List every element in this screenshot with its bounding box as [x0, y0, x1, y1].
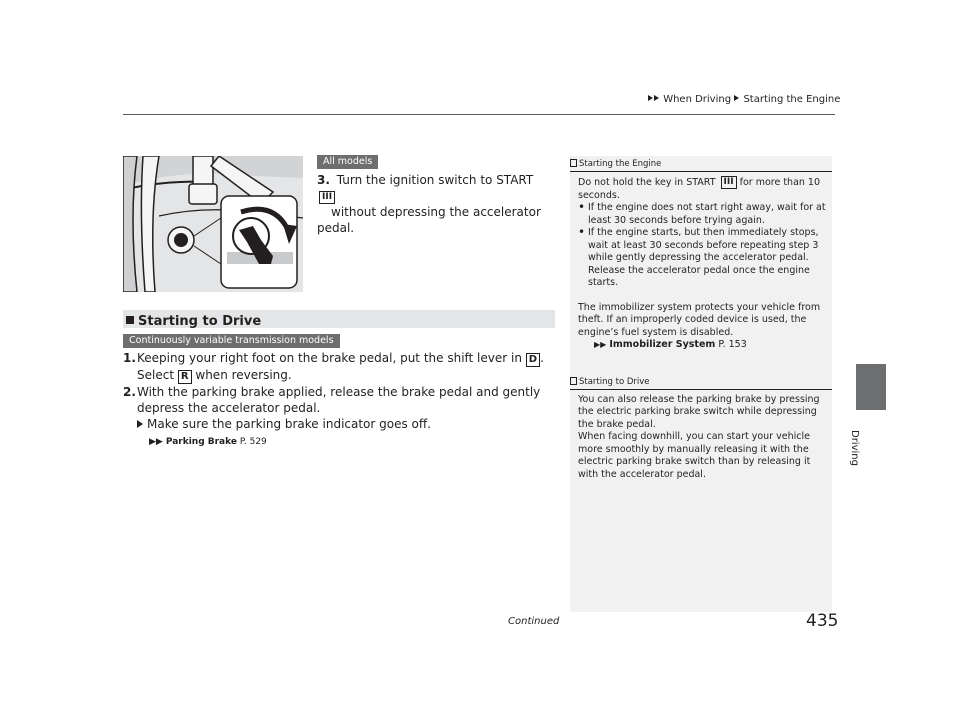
note-bullet: • If the engine does not start right away, wait for at least 30 seconds before trying again.: [578, 202, 826, 227]
cross-reference[interactable]: [123, 434, 555, 450]
gear-d-badge: D: [526, 353, 540, 367]
chapter-tab[interactable]: [856, 364, 886, 410]
double-arrow-ref-icon: ▶▶: [594, 340, 607, 349]
section-heading: [123, 310, 555, 328]
substep-text: Make sure the parking brake indicator goes off.: [147, 417, 431, 431]
cross-reference[interactable]: [578, 339, 826, 352]
step-3: [317, 172, 552, 236]
key-position-badge: III: [319, 191, 335, 204]
note-icon: [570, 377, 577, 385]
breadcrumb: [648, 94, 840, 105]
step-text: With the parking brake applied, release the brake pedal and gently depress the accelerator pedal.: [137, 385, 541, 415]
step-text: . Select: [137, 351, 544, 382]
gear-r-badge: R: [178, 370, 192, 384]
note-bullet: • If the engine starts, but then immediately stops, wait at least 30 seconds before repeating step 3 while gently depressing the accelerator pedal. Release the accelerator pedal once the engine starts.: [578, 227, 826, 290]
step-text: without depressing the accelerator pedal.: [317, 205, 541, 235]
double-arrow-ref-icon: ▶▶: [149, 437, 163, 447]
note-starting-engine: [570, 176, 832, 352]
key-position-badge: III: [721, 176, 737, 189]
note-icon: [570, 159, 577, 167]
breadcrumb-arrow-icon: [734, 95, 739, 101]
ignition-switch-icon: [123, 156, 303, 292]
step-number: 2.: [123, 385, 136, 399]
ignition-key-illustration: [123, 156, 303, 292]
continued-label: Continued: [508, 616, 560, 627]
ref-title[interactable]: Parking Brake: [165, 437, 237, 447]
note-title: Starting to Drive: [579, 376, 650, 387]
step-text: Turn the ignition switch to START: [336, 173, 534, 187]
header-rule: [123, 114, 835, 115]
note-paragraph: When facing downhill, you can start your vehicle more smoothly by manually releasing it with the electric parking brake switch than by releasing it with the accelerator pedal.: [578, 431, 811, 480]
all-models-badge: All models: [317, 155, 378, 169]
step-2: [123, 384, 555, 416]
step-text: when reversing.: [195, 368, 292, 382]
starting-steps: [123, 350, 555, 450]
note-starting-to-drive: [570, 394, 832, 482]
ref-title[interactable]: Immobilizer System: [609, 339, 716, 350]
note-text: [578, 176, 826, 202]
triangle-arrow-icon: [137, 420, 143, 428]
note-heading: [570, 156, 832, 172]
chapter-label: Driving: [849, 430, 860, 466]
step-number: 3.: [317, 173, 330, 187]
section-title: Starting to Drive: [138, 314, 262, 329]
step-number: 1.: [123, 351, 136, 365]
section-square-icon: [126, 316, 134, 324]
step-text: Keeping your right foot on the brake pedal, put the shift lever in: [137, 351, 522, 365]
step-2-substep: [123, 416, 555, 432]
note-paragraph: You can also release the parking brake by pressing the electric parking brake switch while depressing the brake pedal.: [578, 393, 820, 430]
notes-panel: [570, 156, 832, 612]
note-text-a: Do not hold the key in START: [578, 177, 716, 188]
note-heading: [570, 374, 832, 390]
page-number: 435: [806, 611, 839, 631]
note-paragraph: The immobilizer system protects your vehicle from theft. If an improperly coded device is used, the engine’s fuel system is disabled.: [578, 301, 821, 338]
step-1: [123, 350, 555, 384]
breadcrumb-arrow-icon: [648, 95, 653, 101]
breadcrumb-item[interactable]: Starting the Engine: [743, 94, 841, 105]
note-text-b: for more than 10 seconds.: [578, 177, 821, 201]
ref-page: P. 153: [718, 339, 747, 350]
ref-page: P. 529: [239, 437, 267, 447]
breadcrumb-item[interactable]: When Driving: [663, 94, 732, 105]
cvt-models-badge: Continuously variable transmission models: [123, 334, 340, 348]
breadcrumb-arrow-icon: [654, 95, 659, 101]
note-title: Starting the Engine: [579, 159, 662, 169]
